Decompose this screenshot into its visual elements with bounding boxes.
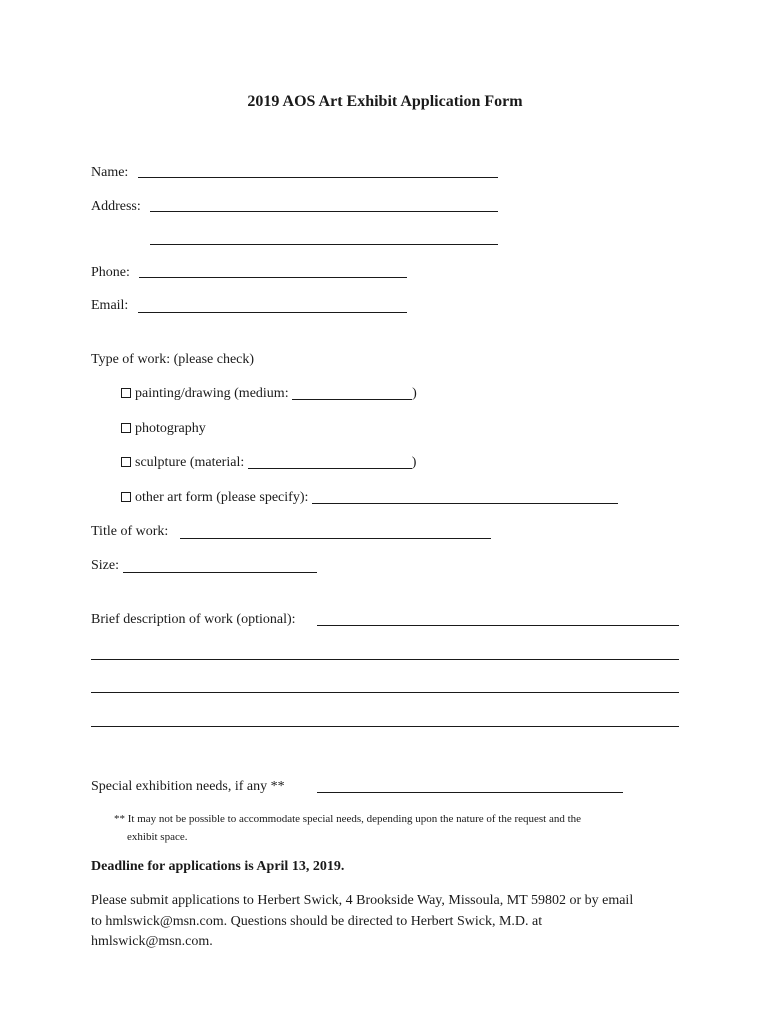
special-needs-field-line[interactable] — [317, 792, 623, 793]
medium-field-line[interactable] — [292, 387, 412, 400]
phone-label: Phone: — [91, 265, 130, 280]
title-of-work-field-line[interactable] — [180, 538, 491, 539]
size-field-line[interactable] — [123, 572, 317, 573]
address-field-line-1[interactable] — [150, 211, 498, 212]
phone-field-line[interactable] — [139, 277, 407, 278]
submit-info-line-3: hmlswick@msn.com. — [91, 934, 213, 949]
sculpture-label: sculpture (material: — [135, 455, 245, 470]
special-needs-label: Special exhibition needs, if any ** — [91, 779, 285, 794]
sculpture-close-paren: ) — [411, 455, 417, 470]
special-needs-note-line-1: ** It may not be possible to accommodate special needs, depending upon the nature of the request and the — [114, 813, 582, 825]
other-label: other art form (please specify): — [135, 490, 309, 505]
option-other[interactable] — [121, 490, 618, 506]
material-field-line[interactable] — [248, 456, 412, 469]
description-field-line-4[interactable] — [91, 726, 679, 727]
option-photography[interactable] — [121, 421, 206, 437]
name-field-line[interactable] — [138, 177, 498, 178]
painting-checkbox[interactable] — [121, 388, 131, 398]
other-checkbox[interactable] — [121, 492, 131, 502]
submit-info-line-1: Please submit applications to Herbert Swick, 4 Brookside Way, Missoula, MT 59802 or by email — [91, 893, 634, 908]
description-field-line-3[interactable] — [91, 692, 679, 693]
other-specify-field-line[interactable] — [312, 491, 618, 504]
name-label: Name: — [91, 165, 129, 180]
address-label: Address: — [91, 199, 141, 214]
sculpture-checkbox[interactable] — [121, 457, 131, 467]
option-painting[interactable] — [121, 386, 417, 402]
description-label: Brief description of work (optional): — [91, 612, 296, 627]
title-of-work-label: Title of work: — [91, 524, 169, 539]
painting-label: painting/drawing (medium: — [135, 386, 289, 401]
description-field-line-2[interactable] — [91, 659, 679, 660]
address-field-line-2[interactable] — [150, 244, 498, 245]
email-field-line[interactable] — [138, 312, 407, 313]
size-label: Size: — [91, 558, 119, 573]
work-type-heading: Type of work: (please check) — [91, 352, 255, 367]
form-title: 2019 AOS Art Exhibit Application Form — [247, 93, 523, 110]
painting-close-paren: ) — [412, 386, 417, 401]
deadline-text: Deadline for applications is April 13, 2019. — [91, 859, 345, 874]
submit-info-line-2: to hmlswick@msn.com. Questions should be directed to Herbert Swick, M.D. at — [91, 914, 543, 929]
email-label: Email: — [91, 298, 129, 313]
special-needs-note-line-2: exhibit space. — [127, 831, 188, 843]
option-sculpture[interactable] — [121, 455, 416, 471]
photography-checkbox[interactable] — [121, 423, 131, 433]
photography-label: photography — [135, 421, 206, 436]
description-field-line-1[interactable] — [317, 625, 679, 626]
